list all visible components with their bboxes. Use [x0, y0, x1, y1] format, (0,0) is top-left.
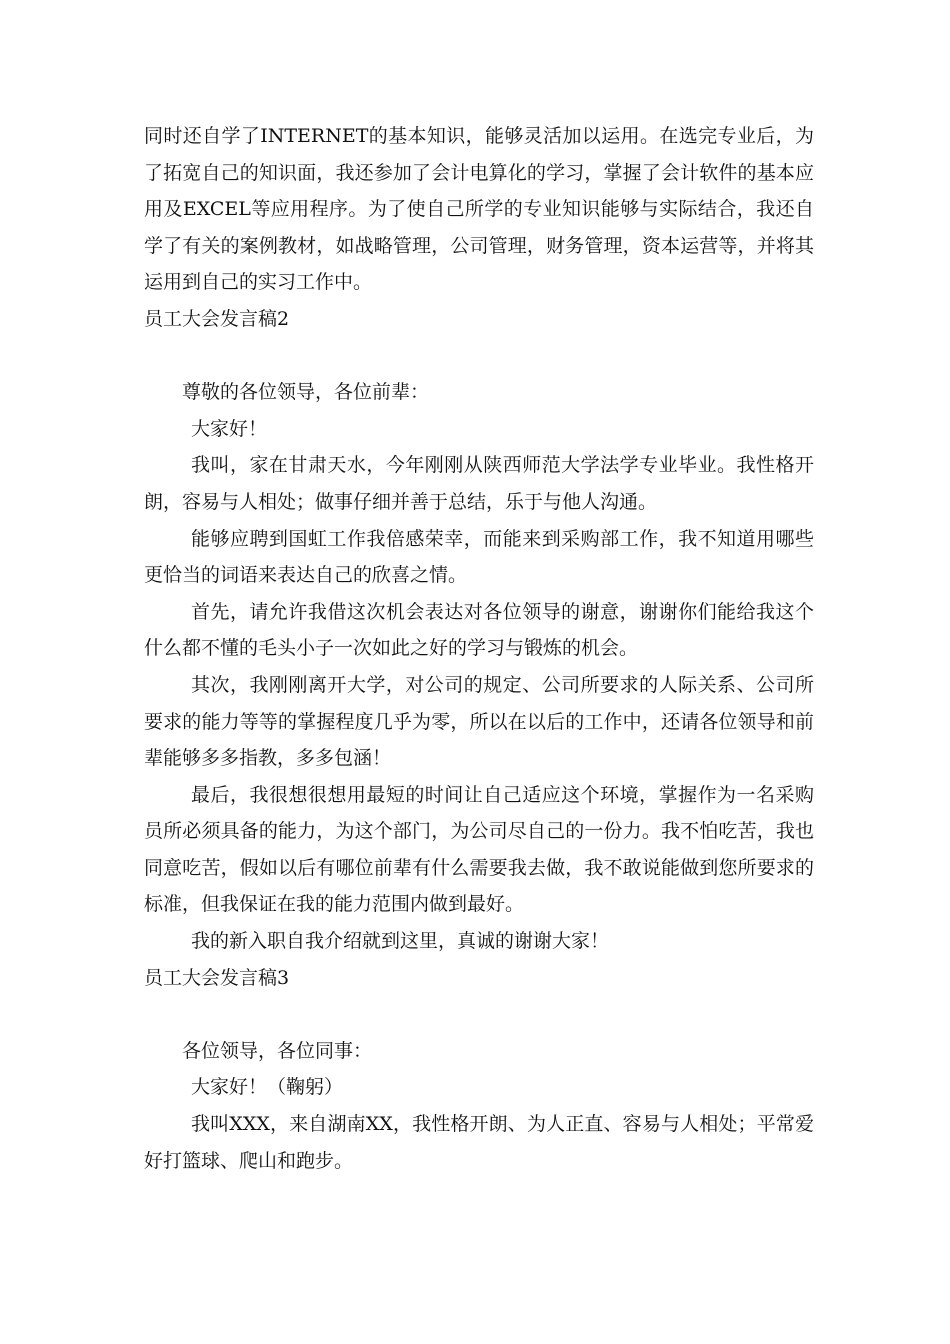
speech2-paragraph: 其次，我刚刚离开大学，对公司的规定、公司所要求的人际关系、公司所要求的能力等等的掌握程度几乎为零，所以在以后的工作中，还请各位领导和前辈能够多多指教，多多包涵！: [144, 673, 814, 770]
speech3-title: 员工大会发言稿3: [144, 966, 290, 989]
speech2-paragraph: 最后，我很想很想用最短的时间让自己适应这个环境，掌握作为一名采购员所必须具备的能力，为这个部门，为公司尽自己的一份力。我不怕吃苦，我也同意吃苦，假如以后有哪位前辈有什么需要我去做，我不敢说能做到您所要求的标准，但我保证在我的能力范围内做到最好。: [144, 783, 814, 916]
speech3-greeting: 大家好！（鞠躬）: [191, 1076, 344, 1099]
speech2-paragraph: 能够应聘到国虹工作我倍感荣幸，而能来到采购部工作，我不知道用哪些更恰当的词语来表达自己的欣喜之情。: [144, 527, 814, 587]
speech3-salutation: 各位领导，各位同事：: [182, 1039, 373, 1062]
blank-line: [144, 996, 814, 1033]
speech2-greeting: 大家好！: [191, 417, 268, 440]
speech2-title: 员工大会发言稿2: [144, 307, 290, 330]
document-body: [144, 118, 814, 1179]
speech2-closing: 我的新入职自我介绍就到这里，真诚的谢谢大家！: [191, 930, 610, 953]
intro-paragraph: 同时还自学了INTERNET的基本知识，能够灵活加以运用。在选完专业后，为了拓宽自己的知识面，我还参加了会计电算化的学习，掌握了会计软件的基本应用及EXCEL等应用程序。为了使自己所学的专业知识能够与实际结合，我还自学了有关的案例教材，如战略管理，公司管理，财务管理，资本运营等，并将其运用到自己的实习工作中。: [144, 125, 814, 294]
speech2-salutation: 尊敬的各位领导，各位前辈：: [182, 381, 430, 404]
speech2-paragraph: 首先，请允许我借这次机会表达对各位领导的谢意，谢谢你们能给我这个什么都不懂的毛头小子一次如此之好的学习与锻炼的机会。: [144, 600, 814, 660]
speech2-paragraph: 我叫，家在甘肃天水，今年刚刚从陕西师范大学法学专业毕业。我性格开朗，容易与人相处；做事仔细并善于总结，乐于与他人沟通。: [144, 454, 814, 513]
speech3-paragraph: 我叫XXX，来自湖南XX，我性格开朗、为人正直、容易与人相处；平常爱好打篮球、爬山和跑步。: [144, 1113, 814, 1172]
blank-line: [144, 338, 814, 375]
